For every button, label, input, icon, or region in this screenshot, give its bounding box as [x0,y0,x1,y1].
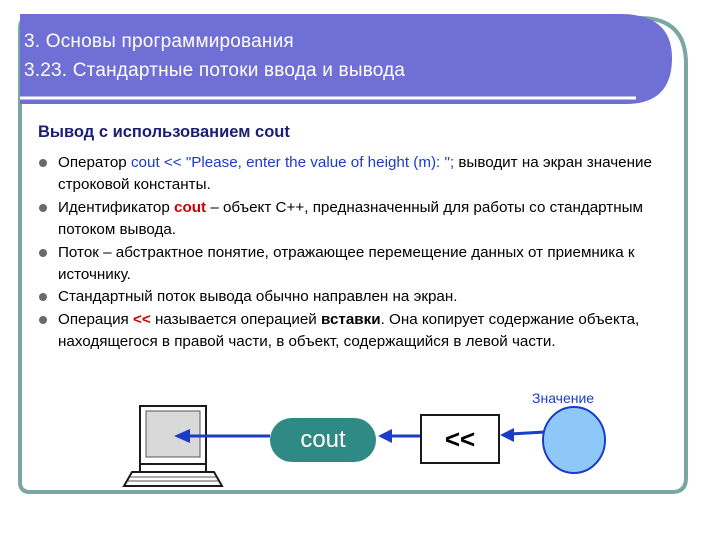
bullet-text-segment: << [133,310,151,328]
arrow-to-screen [174,429,270,443]
arrow-from-value [500,428,545,442]
bullet-text-segment: Поток – абстрактное понятие, отражающее перемещение данных от приемника к источнику. [58,243,635,284]
value-circle [543,407,605,473]
bullet-text-segment: Операция [58,310,134,328]
bullet-text-segment: . Она копирует содержание объекта, находящегося в правой части, в объект, содержащийся в левой части. [58,310,640,351]
arrow-to-cout [378,429,420,443]
bullet-text-segment: cout << "Please, enter the value of height (m): "; [130,154,455,171]
bullet-text-segment: выводит на экран значение строковой константы. [58,154,652,194]
cout-node: cout [270,418,376,462]
slide-title-line1: 3. Основы программирования [24,31,294,52]
value-label: Значение [532,390,595,406]
bullet-text-segment: называется операцией [150,310,321,328]
insertion-operator-node: << [420,414,500,464]
bullet-text-segment: вставки [320,310,381,328]
bullet-text-segment: cout [174,198,207,216]
slide-title-line2: 3.23. Стандартные потоки ввода и вывода [24,60,406,81]
computer-icon [124,406,222,486]
bullet-text-segment: Идентификатор [58,198,175,216]
bullet-text-segment: Стандартный поток вывода обычно направлен на экран. [58,288,458,306]
bullet-text-segment: – объект С++, предназначенный для работы со стандартным потоком вывода. [58,198,643,239]
bullet-text-segment: Оператор [58,154,131,171]
section-heading: Вывод с использованием cout [38,123,290,141]
